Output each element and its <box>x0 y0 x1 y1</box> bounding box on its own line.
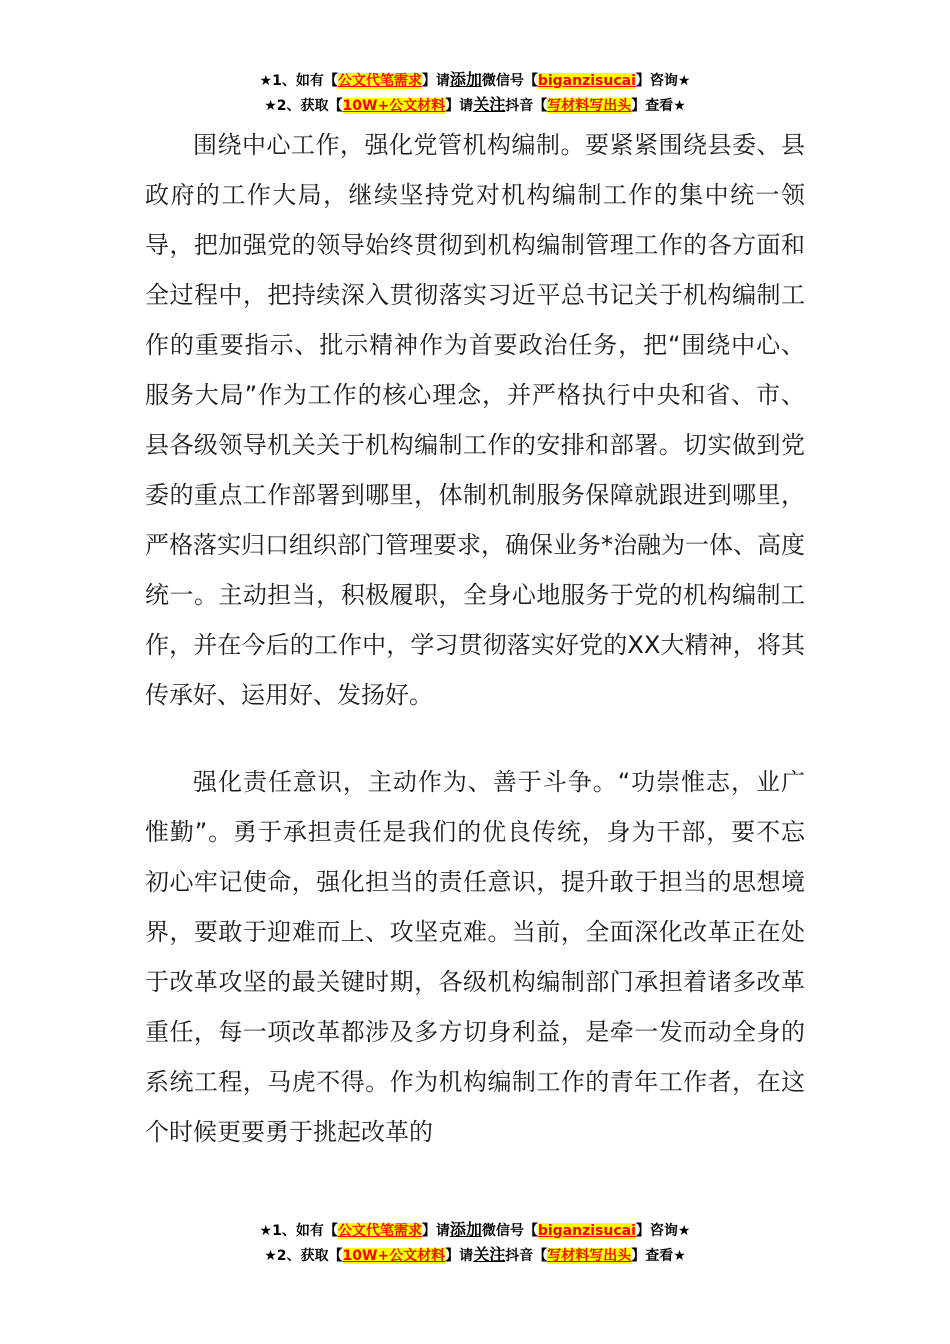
body-paragraph-1: 围绕中心工作，强化党管机构编制。要紧紧围绕县委、县政府的工作大局，继续坚持党对机构编制工作的集中统一领导，把加强党的领导始终贯彻到机构编制管理工作的各方面和全过程中，把持续深入贯彻落实习近平总书记关于机构编制工作的重要指示、批示精神作为首要政治任务，把“围绕中心、服务大局”作为工作的核心理念，并严格执行中央和省、市、县各级领导机关关于机构编制工作的安排和部署。切实做到党委的重点工作部署到哪里，体制机制服务保障就跟进到哪里，严格落实归口组织部门管理要求，确保业务*治融为一体、高度统一。主动担当，积极履职，全身心地服务于党的机构编制工作，并在今后的工作中，学习贯彻落实好党的XX大精神，将其传承好、运用好、发扬好。 <box>145 131 805 709</box>
promo-highlight-service: 公文代笔需求 <box>337 73 422 89</box>
promo-highlight-douyin: 写材料写出头 <box>547 98 632 114</box>
promo-line-2: ★2、获取【10W+公文材料】请关注抖音【写材料写出头】查看★ <box>264 95 686 114</box>
promo-highlight-materials: 10W+公文材料 <box>342 98 446 114</box>
promo-emphasis-add: 添加 <box>449 70 482 89</box>
promo-line-1: ★1、如有【公文代笔需求】请添加微信号【biganzisucai】咨询★ <box>259 1220 691 1239</box>
footer-promo-banner <box>0 1218 950 1268</box>
promo-emphasis-add: 添加 <box>449 1220 482 1239</box>
promo-highlight-materials: 10W+公文材料 <box>342 1248 446 1264</box>
promo-line-2: ★2、获取【10W+公文材料】请关注抖音【写材料写出头】查看★ <box>264 1245 686 1264</box>
promo-highlight-douyin: 写材料写出头 <box>547 1248 632 1264</box>
promo-highlight-wechat-id: biganzisucai <box>537 73 636 89</box>
promo-emphasis-follow: 关注 <box>473 1245 506 1264</box>
document-body <box>145 120 805 1157</box>
promo-highlight-wechat-id: biganzisucai <box>537 1223 636 1239</box>
promo-line-1: ★1、如有【公文代笔需求】请添加微信号【biganzisucai】咨询★ <box>259 70 691 89</box>
promo-highlight-service: 公文代笔需求 <box>337 1223 422 1239</box>
promo-emphasis-follow: 关注 <box>473 95 506 114</box>
header-promo-banner <box>0 68 950 118</box>
body-paragraph-2: 强化责任意识，主动作为、善于斗争。“功崇惟志，业广惟勤”。勇于承担责任是我们的优良传统，身为干部，要不忘初心牢记使命，强化担当的责任意识，提升敢于担当的思想境界，要敢于迎难而上、攻坚克难。当前，全面深化改革正在处于改革攻坚的最关键时期，各级机构编制部门承担着诸多改革重任，每一项改革都涉及多方切身利益，是牵一发而动全身的系统工程，马虎不得。作为机构编制工作的青年工作者，在这个时候更要勇于挑起改革的 <box>145 768 805 1146</box>
